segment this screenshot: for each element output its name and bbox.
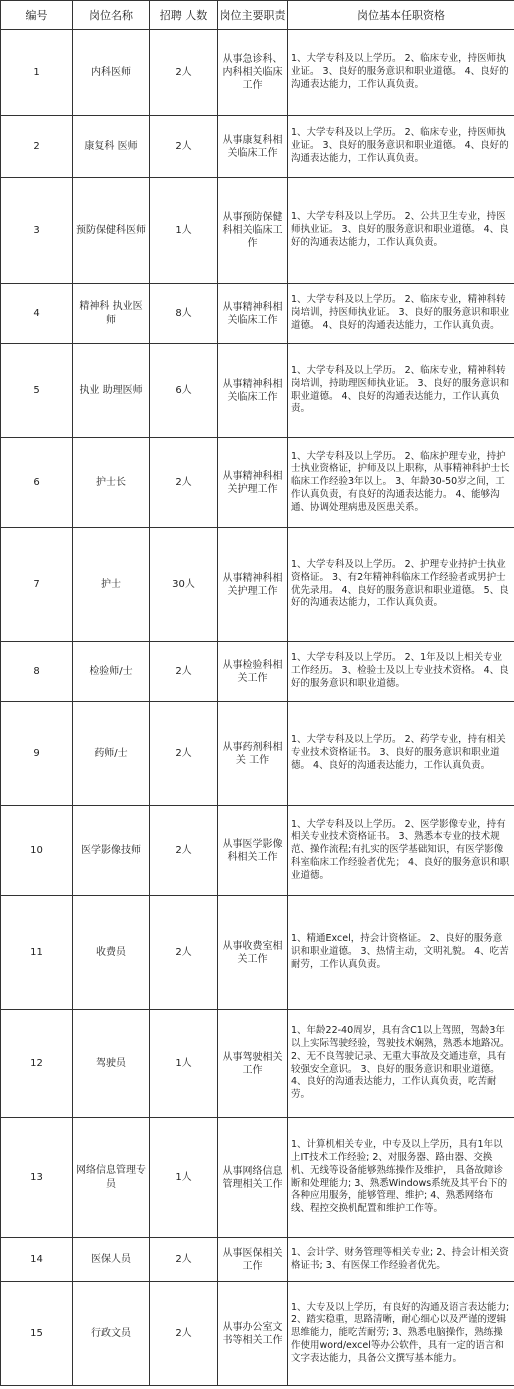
cell-number: 9 bbox=[1, 702, 73, 806]
table-row bbox=[1, 702, 514, 806]
cell-qualifications: 1、大学专科及以上学历。 2、医学影像专业，持有相关专业技术资格证书。 3、熟悉本专业的技术规范、操作流程;有扎实的医学基础知识，有医学影像科室临床工作经验者优先； 4、良好的服务意识和职业道德。 bbox=[288, 806, 514, 896]
cell-qualifications: 1、大学专科及以上学历。 2、临床护理专业，持护士执业资格证，护师及以上职称，从事精神科护士长临床工作经验3年以上。 3、年龄30-50岁之间，工作认真负责，有良好的沟通表达能力。 4、能够沟通、协调处理病患及医患关系。 bbox=[288, 438, 514, 528]
cell-main-duties: 从事医保相关工作 bbox=[218, 1238, 288, 1282]
cell-qualifications: 1、大学专科及以上学历。 2、临床专业，持医师执业证。 3、良好的服务意识和职业道德。 4、良好的沟通表达能力，工作认真负责。 bbox=[288, 116, 514, 178]
table-row bbox=[1, 1118, 514, 1238]
cell-number: 11 bbox=[1, 896, 73, 1010]
cell-qualifications: 1、大学专科及以上学历。 2、1年及以上相关专业工作经历。 3、检验士及以上专业技术资格。 4、良好的服务意识和职业道德。 bbox=[288, 642, 514, 702]
header-number: 编号 bbox=[1, 1, 73, 30]
cell-position-name: 医保人员 bbox=[73, 1238, 150, 1282]
cell-qualifications: 1、计算机相关专业，中专及以上学历，具有1年以上IT技术工作经验; 2、对服务器、路由器、交换机、无线等设备能够熟练操作及维护， 具备故障诊断和处理能力; 3、熟悉Windows系统及其平台下的各种应用服务，能够管理、维护; 4、熟悉网络布线、程控交换机配置和维护工作等。 bbox=[288, 1118, 514, 1238]
table-row bbox=[1, 116, 514, 178]
cell-headcount: 2人 bbox=[150, 642, 218, 702]
table-row bbox=[1, 30, 514, 116]
cell-number: 13 bbox=[1, 1118, 73, 1238]
table-row bbox=[1, 1282, 514, 1386]
cell-position-name: 预防保健科医师 bbox=[73, 178, 150, 284]
cell-main-duties: 从事精神科相关临床工作 bbox=[218, 284, 288, 344]
cell-number: 7 bbox=[1, 528, 73, 642]
table-row bbox=[1, 528, 514, 642]
cell-qualifications: 1、大学专科及以上学历。 2、护理专业持护士执业资格证。 3、有2年精神科临床工作经验者或男护士优先录用。 4、良好的服务意识和职业道德。 5、良好的沟通表达能力，工作认真负责。 bbox=[288, 528, 514, 642]
cell-headcount: 1人 bbox=[150, 1010, 218, 1118]
cell-main-duties: 从事办公室文书等相关工作 bbox=[218, 1282, 288, 1386]
table-row bbox=[1, 642, 514, 702]
cell-main-duties: 从事精神科相关临床工作 bbox=[218, 344, 288, 438]
cell-qualifications: 1、大学专科及以上学历。 2、公共卫生专业，持医师执业证。 3、良好的服务意识和职业道德。 4、良好的沟通表达能力，工作认真负责。 bbox=[288, 178, 514, 284]
table-row bbox=[1, 806, 514, 896]
table-row bbox=[1, 438, 514, 528]
cell-main-duties: 从事精神科相关护理工作 bbox=[218, 438, 288, 528]
cell-headcount: 2人 bbox=[150, 896, 218, 1010]
cell-main-duties: 从事急诊科、内科相关临床工作 bbox=[218, 30, 288, 116]
cell-headcount: 2人 bbox=[150, 30, 218, 116]
cell-number: 3 bbox=[1, 178, 73, 284]
cell-number: 2 bbox=[1, 116, 73, 178]
header-qualifications: 岗位基本任职资格 bbox=[288, 1, 514, 30]
cell-headcount: 30人 bbox=[150, 528, 218, 642]
cell-position-name: 行政文员 bbox=[73, 1282, 150, 1386]
cell-headcount: 1人 bbox=[150, 178, 218, 284]
cell-position-name: 检验师/士 bbox=[73, 642, 150, 702]
cell-qualifications: 1、大学专科及以上学历。 2、临床专业，持医师执业证。 3、良好的服务意识和职业道德。 4、良好的沟通表达能力，工作认真负责。 bbox=[288, 30, 514, 116]
cell-main-duties: 从事网络信息管理相关工作 bbox=[218, 1118, 288, 1238]
cell-number: 4 bbox=[1, 284, 73, 344]
cell-position-name: 执业 助理医师 bbox=[73, 344, 150, 438]
table-row bbox=[1, 284, 514, 344]
header-headcount: 招聘 人数 bbox=[150, 1, 218, 30]
cell-main-duties: 从事预防保健科相关临床工作 bbox=[218, 178, 288, 284]
table-header-row bbox=[1, 1, 514, 30]
cell-headcount: 2人 bbox=[150, 806, 218, 896]
cell-number: 14 bbox=[1, 1238, 73, 1282]
cell-qualifications: 1、精通Excel，持会计资格证。 2、良好的服务意识和职业道德。 3、热情主动，文明礼貌。 4、吃苦耐劳，工作认真负责。 bbox=[288, 896, 514, 1010]
cell-number: 10 bbox=[1, 806, 73, 896]
cell-position-name: 精神科 执业医师 bbox=[73, 284, 150, 344]
cell-number: 8 bbox=[1, 642, 73, 702]
cell-position-name: 护士 bbox=[73, 528, 150, 642]
cell-headcount: 2人 bbox=[150, 702, 218, 806]
cell-qualifications: 1、年龄22-40周岁，具有含C1以上驾照，驾龄3年以上实际驾驶经验，驾驶技术娴熟，熟悉本地路况。 2、无不良驾驶记录、无重大事故及交通违章，具有较强安全意识。 3、良好的服务意识和职业道德。 4、良好的沟通表达能力，工作认真负责，吃苦耐劳。 bbox=[288, 1010, 514, 1118]
cell-headcount: 2人 bbox=[150, 1238, 218, 1282]
cell-position-name: 康复科 医师 bbox=[73, 116, 150, 178]
cell-main-duties: 从事精神科相关护理工作 bbox=[218, 528, 288, 642]
cell-qualifications: 1、大专及以上学历，有良好的沟通及语言表达能力; 2、踏实稳重，思路清晰，耐心细心以及严谨的逻辑思维能力，能吃苦耐劳; 3、熟悉电脑操作，熟练操作使用word/excel等办公软件，具有一定的语言和文字表达能力，具备公文撰写基本能力。 bbox=[288, 1282, 514, 1386]
table-row bbox=[1, 1010, 514, 1118]
cell-position-name: 内科医师 bbox=[73, 30, 150, 116]
cell-main-duties: 从事驾驶相关 工作 bbox=[218, 1010, 288, 1118]
cell-number: 12 bbox=[1, 1010, 73, 1118]
cell-qualifications: 1、大学专科及以上学历。 2、药学专业，持有相关专业技术资格证书。 3、良好的服务意识和职业道德。 4、良好的沟通表达能力，工作认真负责。 bbox=[288, 702, 514, 806]
cell-main-duties: 从事康复科相关临床工作 bbox=[218, 116, 288, 178]
cell-headcount: 2人 bbox=[150, 116, 218, 178]
cell-main-duties: 从事药剂科相关 工作 bbox=[218, 702, 288, 806]
cell-position-name: 驾驶员 bbox=[73, 1010, 150, 1118]
cell-number: 6 bbox=[1, 438, 73, 528]
cell-position-name: 网络信息管理专员 bbox=[73, 1118, 150, 1238]
cell-main-duties: 从事检验科相关工作 bbox=[218, 642, 288, 702]
cell-headcount: 8人 bbox=[150, 284, 218, 344]
header-position-name: 岗位名称 bbox=[73, 1, 150, 30]
cell-main-duties: 从事收费室相关工作 bbox=[218, 896, 288, 1010]
table-row bbox=[1, 896, 514, 1010]
cell-number: 15 bbox=[1, 1282, 73, 1386]
cell-number: 5 bbox=[1, 344, 73, 438]
cell-position-name: 药师/士 bbox=[73, 702, 150, 806]
cell-headcount: 6人 bbox=[150, 344, 218, 438]
cell-qualifications: 1、会计学、财务管理等相关专业; 2、持会计相关资格证书; 3、有医保工作经验者优先。 bbox=[288, 1238, 514, 1282]
header-main-duties: 岗位主要职责 bbox=[218, 1, 288, 30]
cell-headcount: 2人 bbox=[150, 438, 218, 528]
cell-qualifications: 1、大学专科及以上学历。 2、临床专业，精神科转岗培训，持医师执业证。 3、良好的服务意识和职业道德。 4、良好的沟通表达能力，工作认真负责。 bbox=[288, 284, 514, 344]
cell-main-duties: 从事医学影像科相关工作 bbox=[218, 806, 288, 896]
cell-headcount: 2人 bbox=[150, 1282, 218, 1386]
table-row bbox=[1, 1238, 514, 1282]
table-row bbox=[1, 344, 514, 438]
cell-headcount: 1人 bbox=[150, 1118, 218, 1238]
cell-number: 1 bbox=[1, 30, 73, 116]
cell-position-name: 医学影像技师 bbox=[73, 806, 150, 896]
table-row bbox=[1, 178, 514, 284]
cell-position-name: 收费员 bbox=[73, 896, 150, 1010]
cell-position-name: 护士长 bbox=[73, 438, 150, 528]
table-body bbox=[1, 30, 514, 1386]
cell-qualifications: 1、大学专科及以上学历。 2、临床专业，精神科转岗培训，持助理医师执业证。 3、良好的服务意识和职业道德。 4、良好的沟通表达能力，工作认真负责。 bbox=[288, 344, 514, 438]
